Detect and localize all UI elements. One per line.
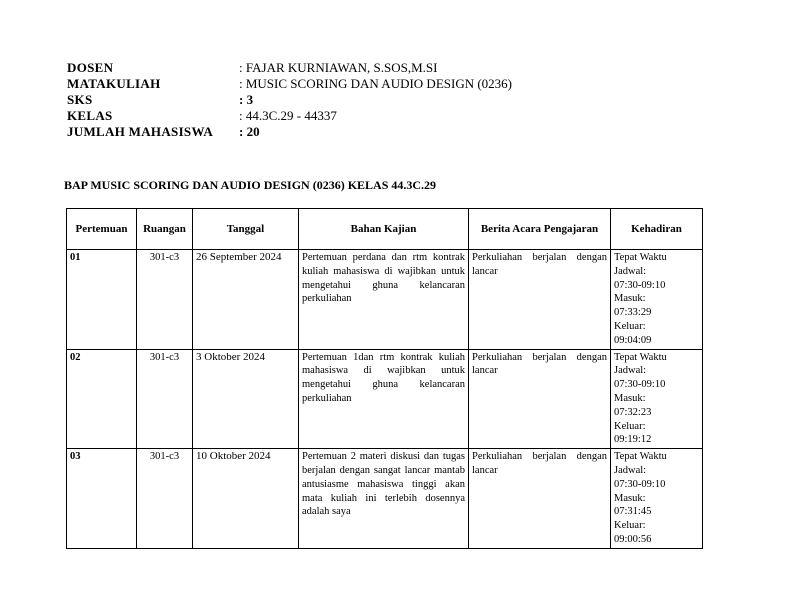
cell-ruangan: 301-c3: [137, 250, 193, 350]
info-label: JUMLAH MAHASISWA: [67, 124, 214, 139]
kehadiran-line: Masuk:: [614, 492, 646, 504]
header-kehadiran: Kehadiran: [611, 209, 703, 250]
info-label: KELAS: [67, 108, 113, 123]
cell-berita-acara: Perkuliahan berjalan dengan lancar: [469, 349, 611, 449]
kehadiran-status: Tepat Waktu: [614, 252, 667, 263]
kehadiran-line: Masuk:: [614, 293, 646, 305]
kehadiran-line: 09:00:56: [614, 533, 652, 545]
header-tanggal: Tanggal: [193, 209, 299, 250]
header-bahan-kajian: Bahan Kajian: [299, 209, 469, 250]
info-label: SKS: [67, 92, 93, 107]
info-value: : MUSIC SCORING DAN AUDIO DESIGN (0236): [239, 76, 513, 91]
table-row: [67, 250, 703, 350]
kehadiran-line: Masuk:: [614, 392, 646, 404]
cell-pertemuan: 03: [67, 449, 137, 549]
kehadiran-line: Jadwal:: [614, 365, 647, 377]
kehadiran-line: Jadwal:: [614, 464, 647, 476]
header-berita-acara: Berita Acara Pengajaran: [469, 209, 611, 250]
kehadiran-line: 09:19:12: [614, 434, 652, 446]
kehadiran-line: Keluar:: [614, 520, 646, 532]
info-value: : 3: [239, 92, 254, 107]
cell-tanggal: 3 Oktober 2024: [193, 349, 299, 449]
cell-tanggal: 26 September 2024: [193, 250, 299, 350]
bap-table: [66, 208, 703, 549]
cell-kehadiran: [611, 449, 703, 549]
kehadiran-status: Tepat Waktu: [614, 451, 667, 463]
cell-kehadiran: [611, 250, 703, 350]
kehadiran-line: 09:04:09: [614, 334, 652, 346]
kehadiran-line: 07:30-09:10: [614, 279, 666, 291]
kehadiran-line: 07:33:29: [614, 307, 652, 319]
table-row: [67, 449, 703, 549]
cell-bahan-kajian: Pertemuan perdana dan rtm kontrak kuliah mahasiswa di wajibkan untuk mengetahui ghuna kelancaran perkuliahan: [299, 250, 469, 350]
cell-berita-acara: Perkuliahan berjalan dengan lancar: [469, 449, 611, 549]
table-header-row: [67, 209, 703, 250]
kehadiran-line: Jadwal:: [614, 265, 647, 277]
kehadiran-line: 07:32:23: [614, 406, 652, 418]
table-row: [67, 349, 703, 449]
cell-bahan-kajian: Pertemuan 1dan rtm kontrak kuliah mahasiswa di wajibkan untuk mengetahui ghuna kelancaran perkuliahan: [299, 349, 469, 449]
bap-title: BAP MUSIC SCORING DAN AUDIO DESIGN (0236) KELAS 44.3C.29: [64, 178, 437, 192]
cell-tanggal: 10 Oktober 2024: [193, 449, 299, 549]
kehadiran-line: Keluar:: [614, 320, 646, 332]
header-pertemuan: Pertemuan: [67, 209, 137, 250]
kehadiran-status: Tepat Waktu: [614, 351, 667, 363]
kehadiran-line: 07:31:45: [614, 506, 652, 518]
info-label: MATAKULIAH: [67, 76, 161, 91]
kehadiran-line: 07:30-09:10: [614, 379, 666, 391]
info-value: : 44.3C.29 - 44337: [239, 108, 337, 123]
cell-ruangan: 301-c3: [137, 349, 193, 449]
info-value: : 20: [239, 124, 260, 139]
info-value: : FAJAR KURNIAWAN, S.SOS,M.SI: [239, 60, 438, 75]
kehadiran-line: 07:30-09:10: [614, 478, 666, 490]
cell-bahan-kajian: Pertemuan 2 materi diskusi dan tugas berjalan dengan sangat lancar mantab antusiasme mahasiswa tinggi akan mata kuliah ini terlebih dosennya adalah saya: [299, 449, 469, 549]
header-ruangan: Ruangan: [137, 209, 193, 250]
cell-ruangan: 301-c3: [137, 449, 193, 549]
cell-kehadiran: [611, 349, 703, 449]
info-label: DOSEN: [67, 60, 114, 75]
cell-pertemuan: 01: [67, 250, 137, 350]
cell-pertemuan: 02: [67, 349, 137, 449]
kehadiran-line: Keluar:: [614, 420, 646, 432]
cell-berita-acara: Perkuliahan berjalan dengan lancar: [469, 250, 611, 350]
